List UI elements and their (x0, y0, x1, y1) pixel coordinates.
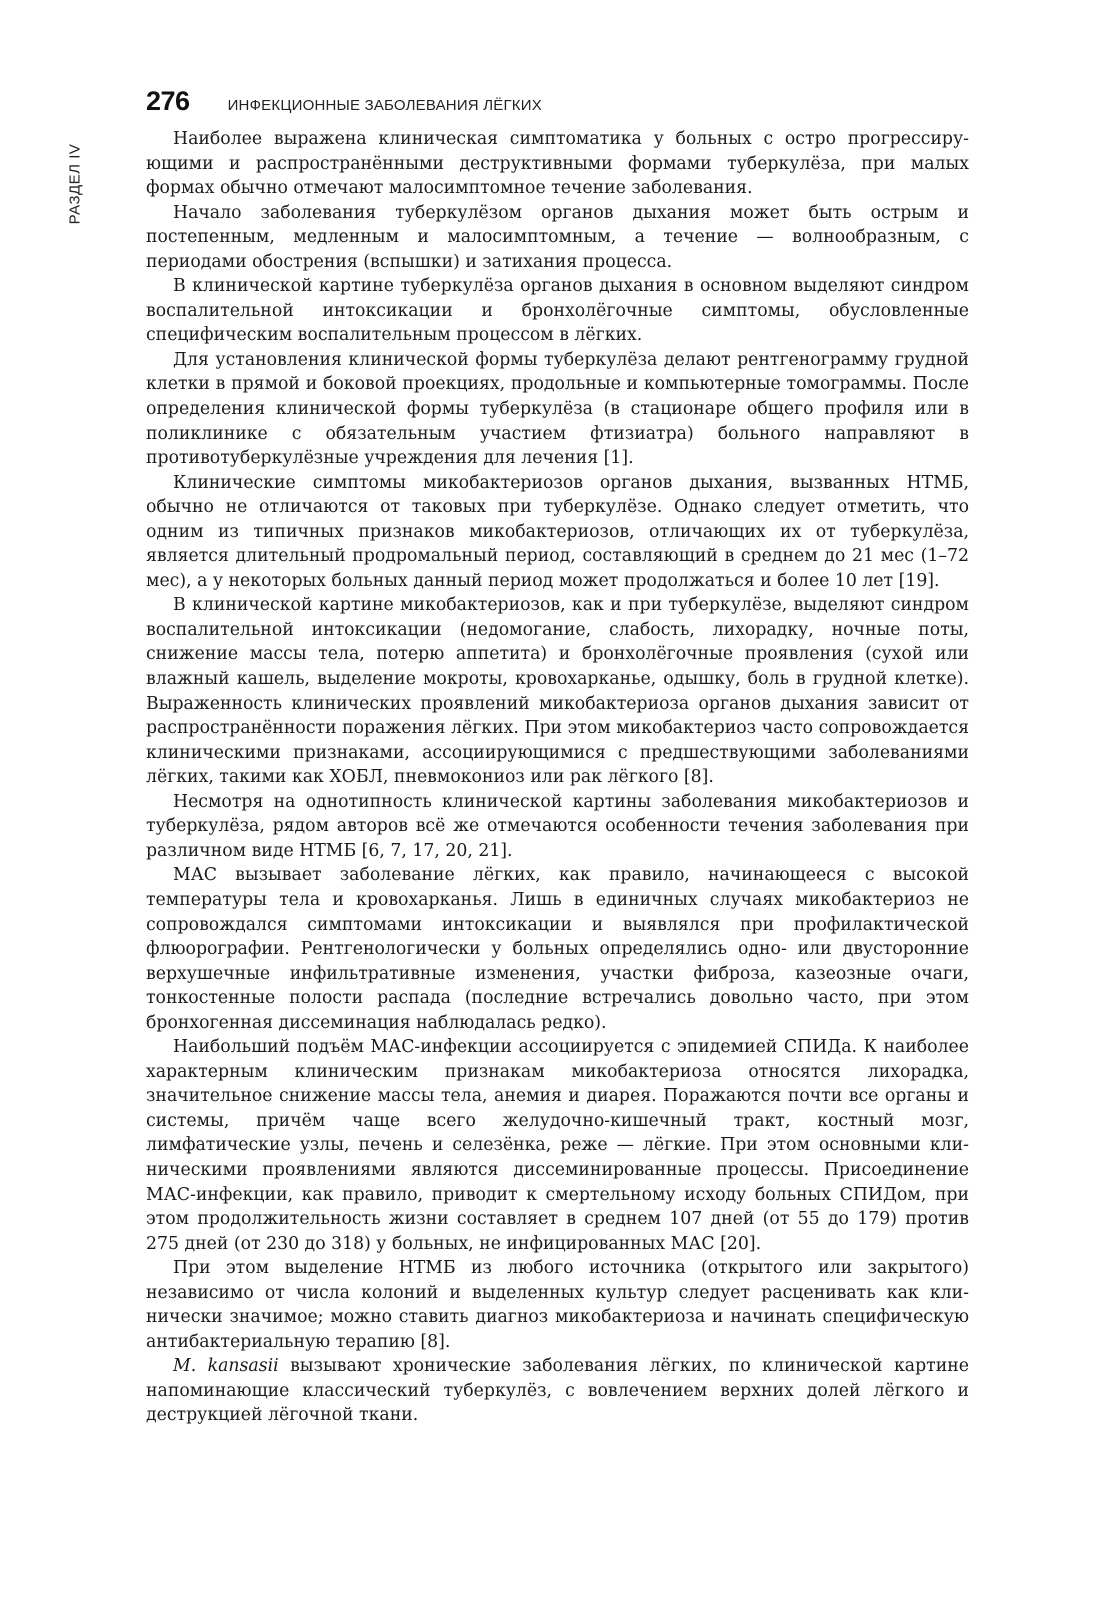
paragraph-kansasii (146, 1354, 969, 1428)
paragraph: Начало заболевания туберкулёзом органов дыхания может быть острым и постепенным, медленным и малосимптомным, а течение — волнообразным, с периодами обострения (вспышки) и затихания процесса. (146, 202, 969, 272)
paragraph-text: вызывают хронические заболевания лёгких, по клинической картине напоминающие классический туберкулёз, с вовлечением верхних долей лёгкого и деструкцией лёгочной ткани. (146, 1356, 969, 1426)
species-name: M. kansasii (173, 1356, 279, 1377)
running-header (146, 86, 976, 122)
paragraph: В клинической картине микобактериозов, как и при туберкулёзе, выделяют синдром воспалительной интоксикации (недомогание, слабость, лихорадку, ночные поты, снижение массы тела, потерю аппетита) и бронхолёгочные проявления (сухой или влажный кашель, выделение мокроты, кровохарканье, одышку, боль в грудной клетке). Выраженность клинических проявлений микобактериоза органов дыхания зависит от распространённости поражения лёгких. При этом микобактериоз часто сопровождается клиническими признаками, ассоциирующимися с предшествующими заболеваниями лёгких, такими как ХОБЛ, пневмокониоз или рак лёгкого [8]. (146, 595, 969, 788)
paragraph: Клинические симптомы микобактериозов органов дыхания, вызванных НТМБ, обычно не отличаются от таковых при туберкулёзе. Однако следует отметить, что одним из типичных признаков микобактериозов, отличающих их от туберкулёза, является длительный продромальный период, составляющий в среднем до 21 мес (1–72 мес), а у некоторых больных данный период может продолжаться и более 10 лет [19]. (146, 472, 969, 591)
paragraph: Наиболее выражена клиническая симптоматика у больных с остро прогрессирующими и распространёнными деструктивными формами туберкулёза, при малых формах обычно отмечают малосимптомное течение заболевания. (146, 129, 969, 199)
paragraph: Несмотря на однотипность клинической картины заболевания микобактериозов и туберкулёза, рядом авторов всё же отмечаются особенности течения заболевания при различном виде НТМБ [6, 7, 17, 20, 21]. (146, 791, 969, 861)
section-tab (55, 124, 95, 244)
paragraph: При этом выделение НТМБ из любого источника (открытого или закрытого) независимо от числа колоний и выделенных культур следует расценивать как клинически значимое; можно ставить диагноз микобактериоза и начинать специфическую антибактериальную терапию [8]. (146, 1258, 969, 1352)
paragraph: Наибольший подъём МАС-инфекции ассоциируется с эпидемией СПИДа. К наиболее характерным клиническим признакам микобактериоза относятся лихорадка, значительное снижение массы тела, анемия и диарея. Поражаются почти все органы и системы, причём чаще всего желудочно-кишечный тракт, костный мозг, лимфатические узлы, печень и селезёнка, реже — лёгкие. При этом основными клиническими проявлениями являются диссеминированные процессы. Присоединение МАС-инфекции, как правило, приводит к смертельному исходу больных СПИДом, при этом продолжительность жизни составляет в среднем 107 дней (от 55 до 179) против 275 дней (от 230 до 318) у больных, не инфицированных МАС [20]. (146, 1037, 969, 1254)
body-text (146, 127, 969, 1428)
paragraph: Для установления клинической формы туберкулёза делают рентгенограмму грудной клетки в прямой и боковой проекциях, продольные и компьютерные томограммы. После определения клинической формы туберкулёза (в стационаре общего профиля или в поликлинике с обязательным участием фтизиатра) больного направляют в противотуберкулёзные учреждения для лечения [1]. (146, 349, 969, 469)
section-label: РАЗДЕЛ IV (66, 143, 84, 225)
page-number: 276 (146, 86, 190, 116)
paragraph: В клинической картине туберкулёза органов дыхания в основном выделяют синдром воспалительной интоксикации и бронхолёгочные симптомы, обусловленные специфическим воспалительным процессом в лёгких. (146, 276, 969, 346)
paragraph: МАС вызывает заболевание лёгких, как правило, начинающееся с высокой температуры тела и кровохарканья. Лишь в единичных случаях микобактериоз не сопровождался симптомами интоксикации и выявлялся при профилактической флюорографии. Рентгенологически у больных определялись одно- или двусторонние верхушечные инфильтративные изменения, участки фиброза, казеозные очаги, тонкостенные полости распада (последние встречались довольно часто, при этом бронхогенная диссеминация наблюдалась редко). (146, 865, 969, 1033)
running-title: ИНФЕКЦИОННЫЕ ЗАБОЛЕВАНИЯ ЛЁГКИХ (227, 97, 542, 114)
